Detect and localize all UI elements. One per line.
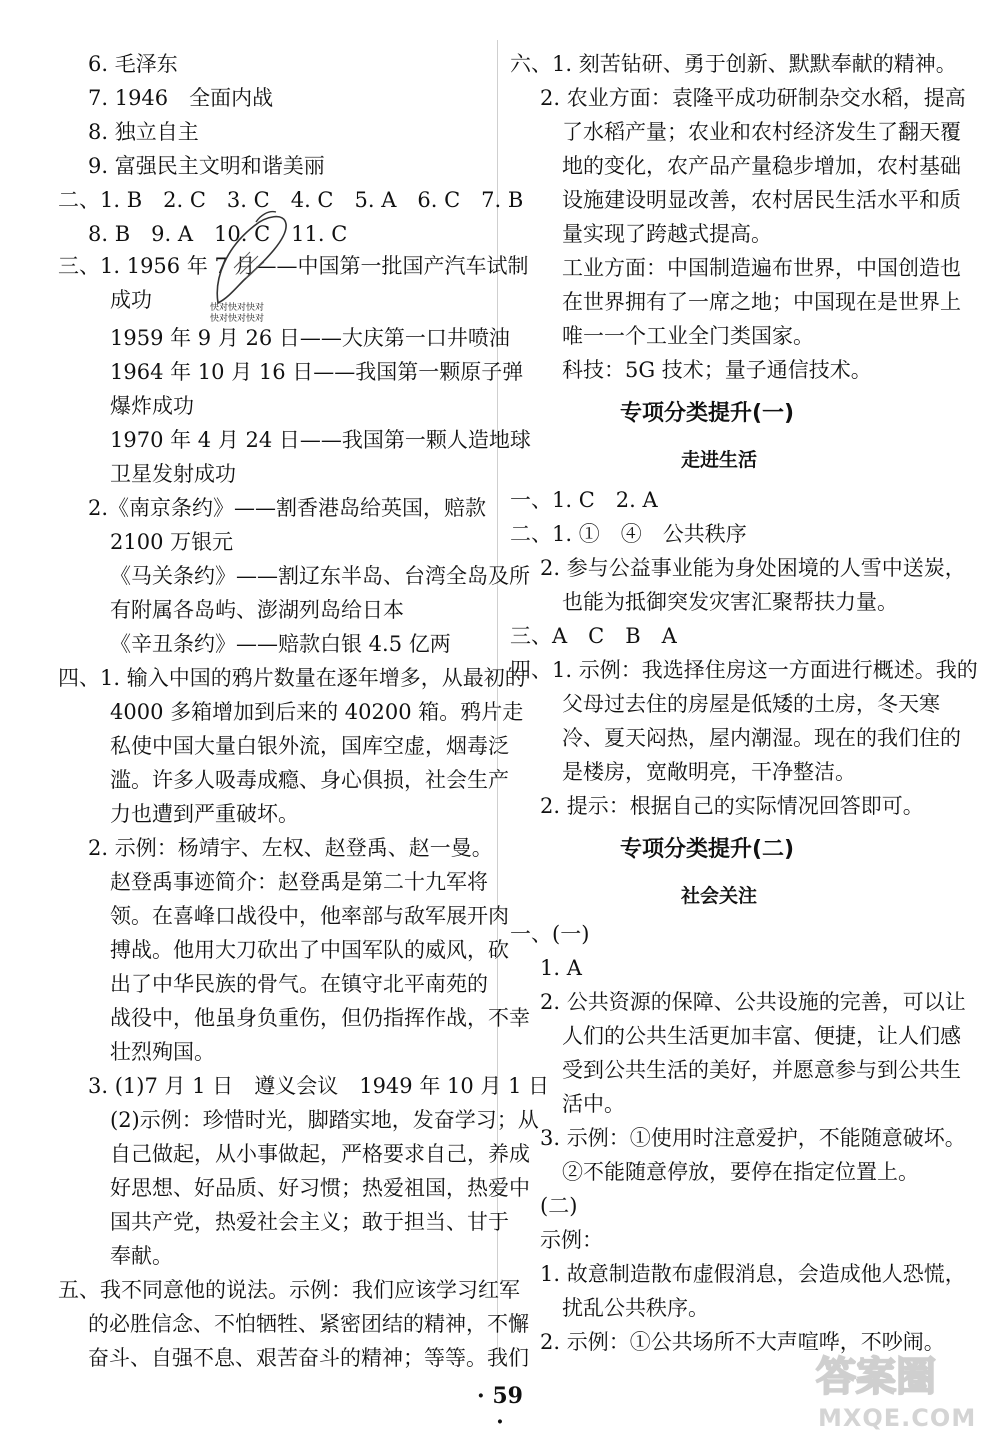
answer-line: 领。在喜峰口战役中，他率部与敌军展开肉 [110,904,509,928]
answer-line: 1959 年 9 月 26 日——大庆第一口井喷油 [110,326,510,350]
answer-line: 地的变化，农产品产量稳步增加，农村基础 [562,154,961,178]
answer-line: 奉献。 [110,1244,173,1268]
answer-line: 受到公共生活的美好，并愿意参与到公共生 [562,1058,961,1082]
section-heading: 专项分类提升(一) [620,401,795,426]
answer-line: 有附属各岛屿、澎湖列岛给日本 [110,598,404,622]
answer-line: 1. A [540,956,582,980]
answer-line: 3. (1)7 月 1 日 遵义会议 1949 年 10 月 1 日 [88,1074,550,1098]
answer-line: 2.《南京条约》——割香港岛给英国，赔款 [88,496,487,520]
answer-line: 1. 故意制造散布虚假消息，会造成他人恐慌， [540,1262,966,1286]
answer-line: 国共产党，热爱社会主义；敢于担当、甘于 [110,1210,509,1234]
answer-line: 赵登禹事迹简介：赵登禹是第二十九军将 [110,870,488,894]
watermark-url: MXQE.COM [818,1404,977,1432]
answer-line: 五、我不同意他的说法。示例：我们应该学习红军 [58,1278,520,1302]
answer-line: 父母过去住的房屋是低矮的土房，冬天寒 [562,692,940,716]
answer-line: 滥。许多人吸毒成瘾、身心俱损，社会生产 [110,768,509,792]
answer-line: (二) [540,1194,578,1218]
answer-line: 三、1. 1956 年 7 月——中国第一批国产汽车试制 [58,254,529,278]
answer-line: 一、1. C 2. A [510,488,658,512]
answer-line: 1970 年 4 月 24 日——我国第一颗人造地球 [110,428,531,452]
answer-line: 《辛丑条约》——赔款白银 4.5 亿两 [110,632,451,656]
page-number: · 59 · [477,1383,523,1435]
answer-line: 四、1. 示例：我选择住房这一方面进行概述。我的 [510,658,978,682]
answer-line: 2. 提示：根据自己的实际情况回答即可。 [540,794,924,818]
answer-line: 8. 独立自主 [88,120,199,144]
answer-line: 9. 富强民主文明和谐美丽 [88,154,325,178]
answer-line: 工业方面：中国制造遍布世界，中国创造也 [562,256,961,280]
answer-line: 3. 示例：①使用时注意爱护，不能随意破坏。 [540,1126,966,1150]
answer-line: 人们的公共生活更加丰富、便捷，让人们感 [562,1024,961,1048]
answer-line: 四、1. 输入中国的鸦片数量在逐年增多，从最初的 [58,666,526,690]
answer-line: 1964 年 10 月 16 日——我国第一颗原子弹 [110,360,524,384]
answer-line: 爆炸成功 [110,394,194,418]
watermark-logo-text: 答案圈 [816,1354,936,1400]
answer-line: 活中。 [562,1092,625,1116]
answer-line: ②不能随意停放，要停在指定位置上。 [562,1160,919,1184]
answer-line: 2100 万银元 [110,530,234,554]
answer-line: 4000 多箱增加到后来的 40200 箱。鸦片走 [110,700,524,724]
answer-line: 出了中华民族的骨气。在镇守北平南苑的 [110,972,488,996]
answer-line: 示例： [540,1228,603,1252]
answer-line: 也能为抵御突发灾害汇聚帮扶力量。 [562,590,898,614]
answer-line: 卫星发射成功 [110,462,236,486]
answer-line: 二、1. B 2. C 3. C 4. C 5. A 6. C 7. B [58,188,524,212]
stamp-text [210,303,264,325]
answer-line: 奋斗、自强不息、艰苦奋斗的精神；等等。我们 [88,1346,529,1370]
watermark-logo-icon [808,1346,978,1402]
answer-line: 科技：5G 技术；量子通信技术。 [562,358,872,382]
section-heading: 专项分类提升(二) [620,837,795,862]
answer-line: 冷、夏天闷热，屋内潮湿。现在的我们住的 [562,726,961,750]
answer-line: 《马关条约》——割辽东半岛、台湾全岛及所 [110,564,530,588]
answer-line: 搏战。他用大刀砍出了中国军队的威风，砍 [110,938,509,962]
answer-line: 8. B 9. A 10. C 11. C [88,222,348,246]
answer-line: 了水稻产量；农业和农村经济发生了翻天覆 [562,120,961,144]
answer-line: 力也遭到严重破坏。 [110,802,299,826]
answer-line: 的必胜信念、不怕牺牲、紧密团结的精神，不懈 [88,1312,529,1336]
answer-line: (2)示例：珍惜时光，脚踏实地，发奋学习；从 [110,1108,539,1132]
stamp-line: 快对快对快对 [210,314,265,324]
answer-line: 二、1. ① ④ 公共秩序 [510,522,747,546]
answer-line: 2. 参与公益事业能为身处困境的人雪中送炭， [540,556,966,580]
answer-line: 是楼房，宽敞明亮，干净整洁。 [562,760,856,784]
answer-line: 战役中，他虽身负重伤，但仍指挥作战，不幸 [110,1006,530,1030]
answer-line: 六、1. 刻苦钻研、勇于创新、默默奉献的精神。 [510,52,957,76]
answer-line: 2. 示例：①公共场所不大声喧哗，不吵闹。 [540,1330,945,1354]
answer-line: 2. 公共资源的保障、公共设施的完善，可以让 [540,990,966,1014]
answer-line: 7. 1946 全面内战 [88,86,274,110]
answer-line: 成功 [110,288,152,312]
answer-line: 在世界拥有了一席之地；中国现在是世界上 [562,290,961,314]
section-subheading: 走进生活 [681,449,758,471]
answer-line: 设施建设明显改善，农村居民生活水平和质 [562,188,961,212]
answer-line: 唯一一个工业全门类国家。 [562,324,814,348]
answer-line: 扰乱公共秩序。 [562,1296,709,1320]
answer-line: 三、A C B A [510,624,677,648]
answer-line: 6. 毛泽东 [88,52,178,76]
answer-line: 一、(一) [510,922,590,946]
answer-line: 量实现了跨越式提高。 [562,222,772,246]
stamp-line: 快对快对快对 [210,303,265,313]
section-subheading: 社会关注 [681,885,758,907]
answer-line: 好思想、好品质、好习惯；热爱祖国，热爱中 [110,1176,530,1200]
answer-line: 2. 示例：杨靖宇、左权、赵登禹、赵一曼。 [88,836,493,860]
answer-line: 壮烈殉国。 [110,1040,215,1064]
answer-line: 自己做起，从小事做起，严格要求自己，养成 [110,1142,530,1166]
answer-line: 私使中国大量白银外流，国库空虚，烟毒泛 [110,734,509,758]
stamp-doodle-icon [206,208,296,308]
answer-line: 2. 农业方面：袁隆平成功研制杂交水稻，提高 [540,86,966,110]
